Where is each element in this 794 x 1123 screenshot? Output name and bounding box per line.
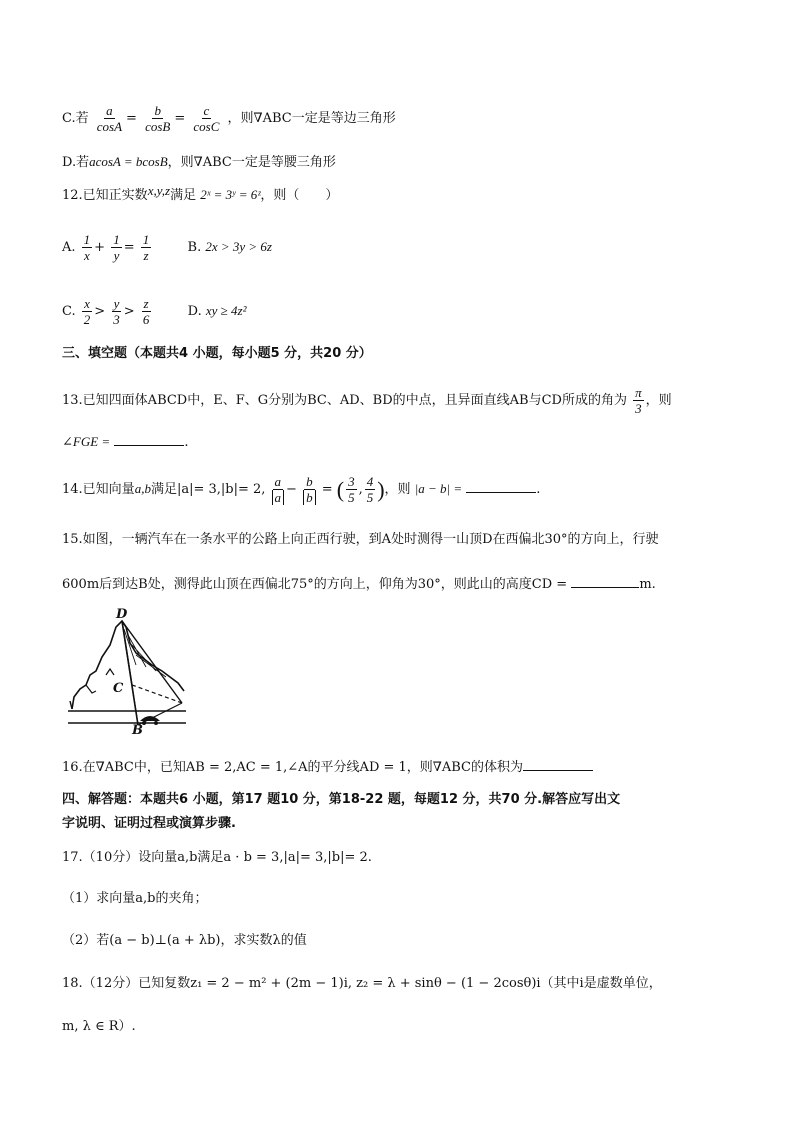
option-c: C.若 $\frac{a}{\cos A}$ = $\frac{b}{\cos B}$ = $\frac{c}{\cos C}$ ，则∇ABC一定是等边三角形 [62, 103, 396, 134]
option-d [62, 153, 336, 172]
option-d-suffix: ，则∇ABC一定是等腰三角形 [167, 155, 336, 170]
q14-tail: ，则 [384, 482, 411, 497]
option-d2-label: D. [187, 304, 202, 319]
fraction-b-cosB: $\frac{b}{\cos B}$ [145, 103, 171, 134]
question-15-line1: 15.如图，一辆汽车在一条水平的公路上向正西行驶，到A处时测得一山顶D在西偏北30°的方向上，行驶 [62, 532, 659, 547]
section-4-heading-line2: 字说明、证明过程或演算步骤. [62, 816, 236, 831]
option-d2-equation: xy ≥ 4z² [205, 303, 247, 318]
q16-answer-blank[interactable] [523, 757, 593, 771]
q15-answer-blank[interactable] [571, 574, 639, 588]
option-d-prefix: D.若 [62, 155, 90, 170]
q14-equals: = [321, 482, 333, 497]
fraction-unit-a: $\frac{a}{a}$ [272, 474, 285, 505]
mountain-figure [66, 605, 188, 737]
q15-text: 600m后到达B处，测得此山顶在西偏北75°的方向上，仰角为30°，则此山的高度CD = [62, 577, 568, 592]
option-c-suffix: ，则∇ABC一定是等边三角形 [227, 111, 396, 126]
label-b: B [132, 723, 143, 738]
fraction-1-y: $\frac{1}{y}$ [113, 232, 120, 263]
fraction-unit-b: $\frac{b}{b}$ [303, 474, 316, 505]
question-13 [62, 385, 672, 416]
option-c2-label: C. [62, 304, 76, 319]
question-12-options-ab: A. $\frac{1}{x}$ + $\frac{1}{y}$ = $\frac{1}{z}$ B. 2x > 3y > 6z [62, 232, 272, 263]
question-16 [62, 757, 593, 777]
q14-condition: 满足|a|= 3,|b|= 2, [150, 482, 266, 497]
section-3-heading: 三、填空题（本题共4 小题，每小题5 分，共20 分） [62, 346, 372, 361]
fraction-z-6: $\frac{z}{6}$ [142, 296, 150, 327]
question-14: 14.已知向量a,b满足|a|= 3,|b|= 2, $\frac{a}{a}$ − $\frac{b}{b}$ = ( $\frac{3}{5}$ , $\frac{4}{5}$ )，则 |a − b| = . [62, 474, 541, 505]
option-b-label: B. [187, 240, 202, 255]
fraction-1-x: $\frac{1}{x}$ [83, 232, 91, 263]
question-18-line1: 18.（12分）已知复数z₁ = 2 − m² + (2m − 1)i, z₂ = λ + sinθ − (1 − 2cosθ)i（其中i是虚数单位， [62, 976, 662, 991]
q13-text: 13.已知四面体ABCD中，E、F、G分别为BC、AD、BD的中点，且异面直线AB与CD所成的角为 [62, 393, 627, 408]
fraction-a-cosA: $\frac{a}{\cos A}$ [96, 103, 123, 134]
q12-mid: 满足 [170, 188, 197, 203]
q14-prefix: 14.已知向量 [62, 482, 135, 497]
q12-prefix: 12.已知正实数 [62, 188, 148, 203]
fraction-y-3: $\frac{y}{3}$ [113, 296, 120, 327]
fraction-x-2: $\frac{x}{2}$ [83, 296, 91, 327]
fraction-4-5: $\frac{4}{5}$ [366, 474, 374, 505]
question-13-line2: ∠FGE = . [62, 434, 189, 450]
q12-vars: x,y,z [147, 183, 171, 198]
q14-vectors: a,b [134, 481, 151, 496]
q12-suffix: ，则（ ） [260, 188, 339, 203]
left-paren-icon: ( [336, 476, 345, 502]
question-17-part2: （2）若(a − b)⊥(a + λb)，求实数λ的值 [62, 933, 307, 948]
fraction-c-cosC: $\frac{c}{\cos C}$ [193, 103, 220, 134]
section-4-heading-line1: 四、解答题：本题共6 小题，第17 题10 分，第18-22 题，每题12 分，共70 分.解答应写出文 [62, 792, 621, 807]
option-d-equation: acosA = bcosB [89, 154, 168, 169]
q15-unit: m. [639, 577, 656, 592]
question-15-line2 [62, 574, 656, 594]
option-a-label: A. [62, 240, 76, 255]
fraction-3-5: $\frac{3}{5}$ [348, 474, 355, 505]
question-12 [62, 183, 339, 205]
question-12-options-cd: C. $\frac{x}{2}$ > $\frac{y}{3}$ > $\frac{z}{6}$ D. xy ≥ 4z² [62, 296, 247, 327]
option-c-prefix: C.若 [62, 111, 89, 126]
q13-tail: ，则 [645, 393, 672, 408]
fraction-1-z: $\frac{1}{z}$ [142, 232, 150, 263]
q14-answer-blank[interactable] [466, 479, 536, 493]
q13-answer-label: ∠FGE = [62, 434, 111, 449]
fraction-pi-3: $\frac{\pi}{3}$ [635, 385, 642, 416]
q14-answer-label: |a − b| = [414, 481, 463, 496]
label-d: D [116, 607, 128, 622]
question-17-part1: （1）求向量a,b的夹角； [62, 891, 208, 906]
question-17: 17.（10分）设向量a,b满足a · b = 3,|a|= 3,|b|= 2. [62, 850, 372, 865]
q12-equation: 2ˣ = 3ʸ = 6ᶻ [200, 187, 261, 202]
q16-text: 16.在∇ABC中，已知AB = 2,AC = 1,∠A的平分线AD = 1，则∇ABC的体积为 [62, 760, 524, 775]
mountain-sketch [66, 605, 188, 737]
q13-answer-blank[interactable] [114, 432, 184, 446]
label-c: C [113, 681, 124, 696]
question-18-line2: m, λ ∈ R）. [62, 1019, 136, 1034]
right-paren-icon: ) [377, 476, 385, 502]
option-b-equation: 2x > 3y > 6z [205, 239, 272, 254]
